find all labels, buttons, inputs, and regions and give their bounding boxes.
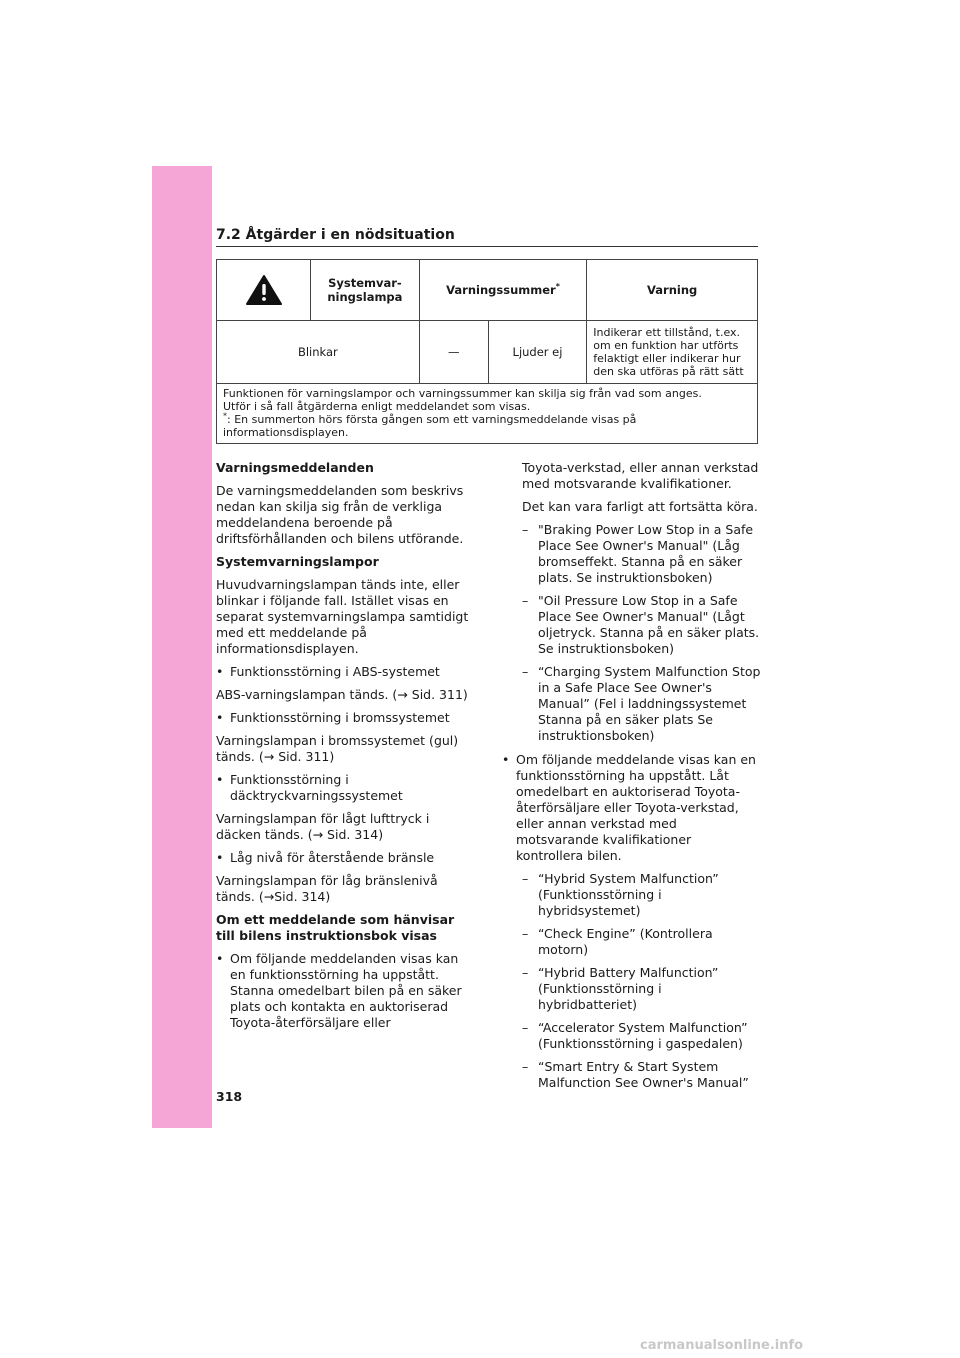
warning-table: [216, 259, 758, 444]
note-1: Funktionen för varningslampor och varningssummer kan skilja sig från vad som anges.: [223, 387, 702, 400]
warning-triangle-icon: [245, 274, 283, 306]
bullet-fuel: • Låg nivå för återstående bränsle: [216, 850, 472, 866]
cell-lamp: Blinkar: [217, 321, 420, 384]
footnote-text: : En summerton hörs första gången som ett varningsmeddelande visas på informationsdisplayen.: [223, 413, 637, 439]
continued-text-1: Toyota-verkstad, eller annan verkstad med motsvarande kvalifikationer.: [522, 460, 759, 491]
dash-item-smart-entry: – “Smart Entry & Start System Malfunction See Owner's Manual”: [502, 1059, 762, 1091]
bullet-abs: • Funktionsstörning i ABS-systemet: [216, 664, 472, 680]
heading-manual-reference: Om ett meddelande som hänvisar till bilens instruktionsbok visas: [216, 912, 455, 943]
header-buzzer: [419, 260, 587, 321]
dash-item-check-engine: – “Check Engine” (Kontrollera motorn): [502, 926, 762, 958]
header-buzzer-mark: *: [555, 282, 560, 292]
section-title: 7.2 Åtgärder i en nödsituation: [216, 227, 455, 243]
paragraph-intro: De varningsmeddelanden som beskrivs nedan kan skilja sig från de verkliga meddelandena beroende på driftsförhållanden och bilens utförande.: [216, 483, 464, 546]
header-buzzer-label: Varningssummer: [446, 283, 556, 297]
note-2: Utför i så fall åtgärderna enligt meddelandet som visas.: [223, 400, 531, 413]
table-row: [217, 321, 758, 384]
bullet-contact-dealer: • Om följande meddelande visas kan en funktionsstörning ha uppstått. Låt omedelbart en auktoriserad Toyota-återförsäljare eller Toyota-verkstad, eller annan verkstad med motsvarande kvalifikationer kontrollera bilen.: [502, 752, 762, 864]
page-number: 318: [216, 1089, 243, 1104]
text-abs: ABS-varningslampan tänds. (→ Sid. 311): [216, 687, 468, 702]
bullet-tire-pressure: • Funktionsstörning i däcktryckvarningssystemet: [216, 772, 472, 804]
right-column: [502, 460, 762, 1098]
cell-warning: Indikerar ett tillstånd, t.ex. om en funktion har utförts felaktigt eller indikerar hur den ska utföras på rätt sätt: [587, 321, 758, 384]
dash-item-charging-system: – “Charging System Malfunction Stop in a Safe Place See Owner's Manual” (Fel i laddningssystemet Stanna på en säker plats Se instruktionsboken): [502, 664, 762, 744]
heading-warning-messages: Varningsmeddelanden: [216, 460, 374, 475]
footnote: [223, 413, 751, 439]
bullet-brake: • Funktionsstörning i bromssystemet: [216, 710, 472, 726]
dash-item-hybrid-system: – “Hybrid System Malfunction” (Funktionsstörning i hybridsystemet): [502, 871, 762, 919]
header-system-lamp: Systemvar- ningslampa: [311, 260, 420, 321]
chapter-sidebar: [152, 166, 212, 1128]
dash-item-accelerator: – “Accelerator System Malfunction” (Funktionsstörning i gaspedalen): [502, 1020, 762, 1052]
dash-item-oil-pressure: – "Oil Pressure Low Stop in a Safe Place See Owner's Manual" (Lågt oljetryck. Stanna på en säker plats. Se instruktionsboken): [502, 593, 762, 657]
table-header-row: [217, 260, 758, 321]
cell-buzzer-2: Ljuder ej: [488, 321, 587, 384]
bullet-stop-immediately: • Om följande meddelanden visas kan en funktionsstörning ha uppstått. Stanna omedelbart bilen på en säker plats och kontakta en auktoriserad Toyota-återförsäljare eller: [216, 951, 472, 1031]
text-brake: Varningslampan i bromssystemet (gul) tänds. (→ Sid. 311): [216, 733, 459, 764]
section-header: [216, 224, 758, 247]
paragraph-system-lamps: Huvudvarningslampan tänds inte, eller blinkar i följande fall. Istället visas en separat systemvarningslampa samtidigt med ett meddelande på informationsdisplayen.: [216, 577, 469, 656]
text-fuel: Varningslampan för låg bränslenivå tänds. (→Sid. 314): [216, 873, 438, 904]
text-tire-pressure: Varningslampan för lågt lufttryck i däcken tänds. (→ Sid. 314): [216, 811, 430, 842]
dash-item-hybrid-battery: – “Hybrid Battery Malfunction” (Funktionsstörning i hybridbatteriet): [502, 965, 762, 1013]
warning-icon-cell: [217, 260, 311, 321]
table-note-row: [217, 384, 758, 444]
header-warning: Varning: [587, 260, 758, 321]
cell-buzzer-1: —: [419, 321, 488, 384]
left-column: [216, 460, 472, 1038]
watermark: carmanualsonline.info: [640, 1338, 804, 1353]
table-notes: [217, 384, 758, 444]
continued-text-2: Det kan vara farligt att fortsätta köra.: [522, 499, 758, 514]
footnote-mark: *: [223, 411, 227, 421]
heading-system-lamps: Systemvarningslampor: [216, 554, 379, 569]
dash-item-braking-power: – "Braking Power Low Stop in a Safe Place See Owner's Manual" (Låg bromseffekt. Stanna på en säker plats. Se instruktionsboken): [502, 522, 762, 586]
